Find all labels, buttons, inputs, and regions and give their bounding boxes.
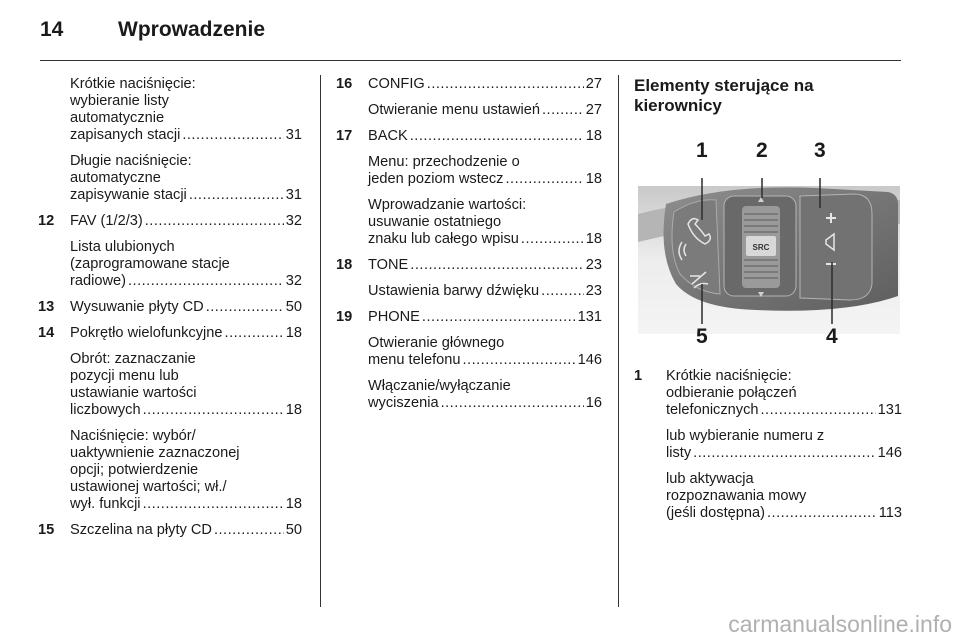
- dot-leader: [463, 352, 576, 369]
- entry-reference-line: [70, 127, 302, 144]
- entry-reference-line: [70, 325, 302, 342]
- entry-text: listy: [666, 445, 692, 461]
- page-reference[interactable]: 146: [877, 445, 902, 461]
- entry-text: Wysuwanie płyty CD: [70, 299, 204, 315]
- watermark: carmanualsonline.info: [728, 611, 952, 637]
- page-title: Wprowadzenie: [118, 18, 266, 41]
- page-reference[interactable]: 18: [285, 496, 302, 512]
- dot-leader: [225, 325, 284, 342]
- entry-text-line: Długie naciśnięcie:: [70, 153, 192, 169]
- dot-leader: [145, 213, 284, 230]
- index-entry: [336, 283, 602, 300]
- callout-2: 2: [756, 139, 768, 162]
- entry-text-line: opcji; potwierdzenie: [70, 462, 199, 478]
- entry-number: 12: [38, 213, 55, 229]
- entry-reference-line: [368, 283, 602, 300]
- page-reference[interactable]: 31: [285, 187, 302, 203]
- dot-leader: [693, 445, 876, 462]
- dot-leader: [541, 283, 584, 300]
- entry-text: liczbowych: [70, 402, 141, 418]
- page-reference[interactable]: 32: [285, 273, 302, 289]
- index-entry: [38, 522, 302, 539]
- entry-text-line: Naciśnięcie: wybór/: [70, 428, 196, 444]
- column-divider: [618, 75, 619, 607]
- entry-text-line: Krótkie naciśnięcie:: [666, 368, 792, 384]
- callout-1: 1: [696, 139, 708, 162]
- entry-text: radiowe): [70, 273, 126, 289]
- index-entry: [336, 154, 602, 188]
- entry-text: (jeśli dostępna): [666, 505, 765, 521]
- entry-text-line: Krótkie naciśnięcie:: [70, 76, 196, 92]
- entry-text-line: (zaprogramowane stacje: [70, 256, 230, 272]
- index-column-3: [634, 76, 902, 531]
- dot-leader: [410, 128, 584, 145]
- index-entry: [336, 257, 602, 274]
- entry-text: FAV (1/2/3): [70, 213, 143, 229]
- entry-reference-line: [666, 505, 902, 522]
- entry-text-line: uaktywnienie zaznaczonej: [70, 445, 240, 461]
- page-reference[interactable]: 18: [585, 231, 602, 247]
- page-reference[interactable]: 50: [285, 299, 302, 315]
- entry-reference-line: [368, 231, 602, 248]
- entry-number: 18: [336, 257, 353, 273]
- dot-leader: [182, 127, 283, 144]
- index-entry: [336, 335, 602, 369]
- entry-reference-line: [666, 402, 902, 419]
- entry-text: Pokrętło wielofunkcyjne: [70, 325, 223, 341]
- page-reference[interactable]: 18: [285, 325, 302, 341]
- page-reference[interactable]: 31: [285, 127, 302, 143]
- entry-text: jeden poziom wstecz: [368, 171, 504, 187]
- dot-leader: [214, 522, 284, 539]
- page-reference[interactable]: 18: [585, 171, 602, 187]
- page-reference[interactable]: 23: [585, 257, 602, 273]
- entry-reference-line: [70, 213, 302, 230]
- dot-leader: [206, 299, 284, 316]
- entry-reference-line: [70, 522, 302, 539]
- entry-text-line: pozycji menu lub: [70, 368, 179, 384]
- section-title-line: Elementy sterujące na: [634, 76, 814, 95]
- page-reference[interactable]: 16: [585, 395, 602, 411]
- index-entry: [336, 378, 602, 412]
- entry-number: 16: [336, 76, 353, 92]
- index-entry: [38, 153, 302, 204]
- entry-reference-line: [368, 309, 602, 326]
- index-entry: [38, 213, 302, 230]
- entry-text-line: Włączanie/wyłączanie: [368, 378, 511, 394]
- callout-4: 4: [826, 325, 838, 348]
- dot-leader: [143, 402, 284, 419]
- dot-leader: [505, 171, 583, 188]
- entry-reference-line: [368, 76, 602, 93]
- entry-text: menu telefonu: [368, 352, 461, 368]
- entry-number: 1: [634, 368, 643, 384]
- entry-text-line: usuwanie ostatniego: [368, 214, 502, 230]
- entry-text: CONFIG: [368, 76, 425, 92]
- entry-text: Ustawienia barwy dźwięku: [368, 283, 540, 299]
- section-title-line: kierownicy: [634, 96, 722, 115]
- entry-text-line: lub wybieranie numeru z: [666, 428, 825, 444]
- entry-text: BACK: [368, 128, 408, 144]
- entry-text-line: ustawionej wartości; wł./: [70, 479, 227, 495]
- index-entry: [634, 471, 902, 522]
- entry-reference-line: [368, 257, 602, 274]
- steering-wheel-controls-illustration: [636, 134, 900, 356]
- page-reference[interactable]: 131: [877, 402, 902, 418]
- steering-wheel-controls-figure: [636, 134, 900, 356]
- page-reference[interactable]: 131: [577, 309, 602, 325]
- entry-text-line: lub aktywacja: [666, 471, 754, 487]
- entry-reference-line: [666, 445, 902, 462]
- entry-reference-line: [70, 273, 302, 290]
- index-entry: [336, 309, 602, 326]
- page-reference[interactable]: 27: [585, 102, 602, 118]
- dot-leader: [410, 257, 583, 274]
- index-entry: [38, 428, 302, 513]
- column-divider: [320, 75, 321, 607]
- dot-leader: [542, 102, 584, 119]
- page-reference[interactable]: 23: [585, 283, 602, 299]
- index-entry: [634, 368, 902, 419]
- index-column-1: [38, 76, 302, 548]
- src-button-label: SRC: [752, 243, 770, 252]
- dot-leader: [143, 496, 284, 513]
- entry-text: wył. funkcji: [70, 496, 141, 512]
- page-reference[interactable]: 32: [285, 213, 302, 229]
- entry-reference-line: [70, 187, 302, 204]
- page-reference[interactable]: 113: [878, 505, 902, 521]
- entry-text-line: automatycznie: [70, 110, 165, 126]
- callout-3: 3: [814, 139, 826, 162]
- entry-reference-line: [70, 402, 302, 419]
- entry-text: PHONE: [368, 309, 420, 325]
- entry-number: 15: [38, 522, 55, 538]
- page-number: 14: [40, 18, 64, 41]
- entry-text: wyciszenia: [368, 395, 439, 411]
- entry-reference-line: [70, 496, 302, 513]
- index-entry: [38, 239, 302, 290]
- index-entry: [336, 102, 602, 119]
- page-reference[interactable]: 27: [585, 76, 602, 92]
- entry-text-line: wybieranie listy: [70, 93, 169, 109]
- entry-text-line: Obrót: zaznaczanie: [70, 351, 196, 367]
- entry-text: Otwieranie menu ustawień: [368, 102, 540, 118]
- entry-text-line: Lista ulubionych: [70, 239, 175, 255]
- page-reference[interactable]: 146: [577, 352, 602, 368]
- entry-text: znaku lub całego wpisu: [368, 231, 519, 247]
- page-header: [0, 0, 960, 60]
- entry-reference-line: [368, 171, 602, 188]
- index-entry: [336, 128, 602, 145]
- dot-leader: [521, 231, 584, 248]
- entry-reference-line: [368, 352, 602, 369]
- entry-number: 17: [336, 128, 353, 144]
- figure-legend: [634, 368, 902, 522]
- entry-text: TONE: [368, 257, 409, 273]
- entry-number: 13: [38, 299, 55, 315]
- index-column-2: [336, 76, 602, 421]
- dot-leader: [128, 273, 284, 290]
- page-reference[interactable]: 50: [285, 522, 302, 538]
- index-entry: [38, 325, 302, 342]
- entry-text: zapisanych stacji: [70, 127, 181, 143]
- entry-text-line: Wprowadzanie wartości:: [368, 197, 527, 213]
- dot-leader: [767, 505, 877, 522]
- index-entry: [38, 351, 302, 419]
- index-entry: [38, 76, 302, 144]
- entry-number: 14: [38, 325, 55, 341]
- page-reference[interactable]: 18: [585, 128, 602, 144]
- dot-leader: [422, 309, 576, 326]
- entry-number: 19: [336, 309, 353, 325]
- entry-text-line: ustawianie wartości: [70, 385, 197, 401]
- index-entry: [38, 299, 302, 316]
- index-entry: [634, 428, 902, 462]
- entry-text-line: rozpoznawania mowy: [666, 488, 807, 504]
- entry-text-line: Otwieranie głównego: [368, 335, 505, 351]
- index-entry: [336, 197, 602, 248]
- index-entry: [336, 76, 602, 93]
- entry-reference-line: [368, 102, 602, 119]
- entry-text: Szczelina na płyty CD: [70, 522, 212, 538]
- entry-reference-line: [368, 128, 602, 145]
- entry-text-line: automatyczne: [70, 170, 161, 186]
- entry-text-line: odbieranie połączeń: [666, 385, 797, 401]
- entry-reference-line: [70, 299, 302, 316]
- entry-text: telefonicznych: [666, 402, 759, 418]
- dot-leader: [189, 187, 284, 204]
- dot-leader: [427, 76, 584, 93]
- dot-leader: [441, 395, 584, 412]
- header-rule: [40, 60, 901, 61]
- section-title: [634, 76, 902, 116]
- entry-text-line: Menu: przechodzenie o: [368, 154, 520, 170]
- callout-5: 5: [696, 325, 708, 348]
- dot-leader: [760, 402, 875, 419]
- page-reference[interactable]: 18: [285, 402, 302, 418]
- entry-text: zapisywanie stacji: [70, 187, 187, 203]
- entry-reference-line: [368, 395, 602, 412]
